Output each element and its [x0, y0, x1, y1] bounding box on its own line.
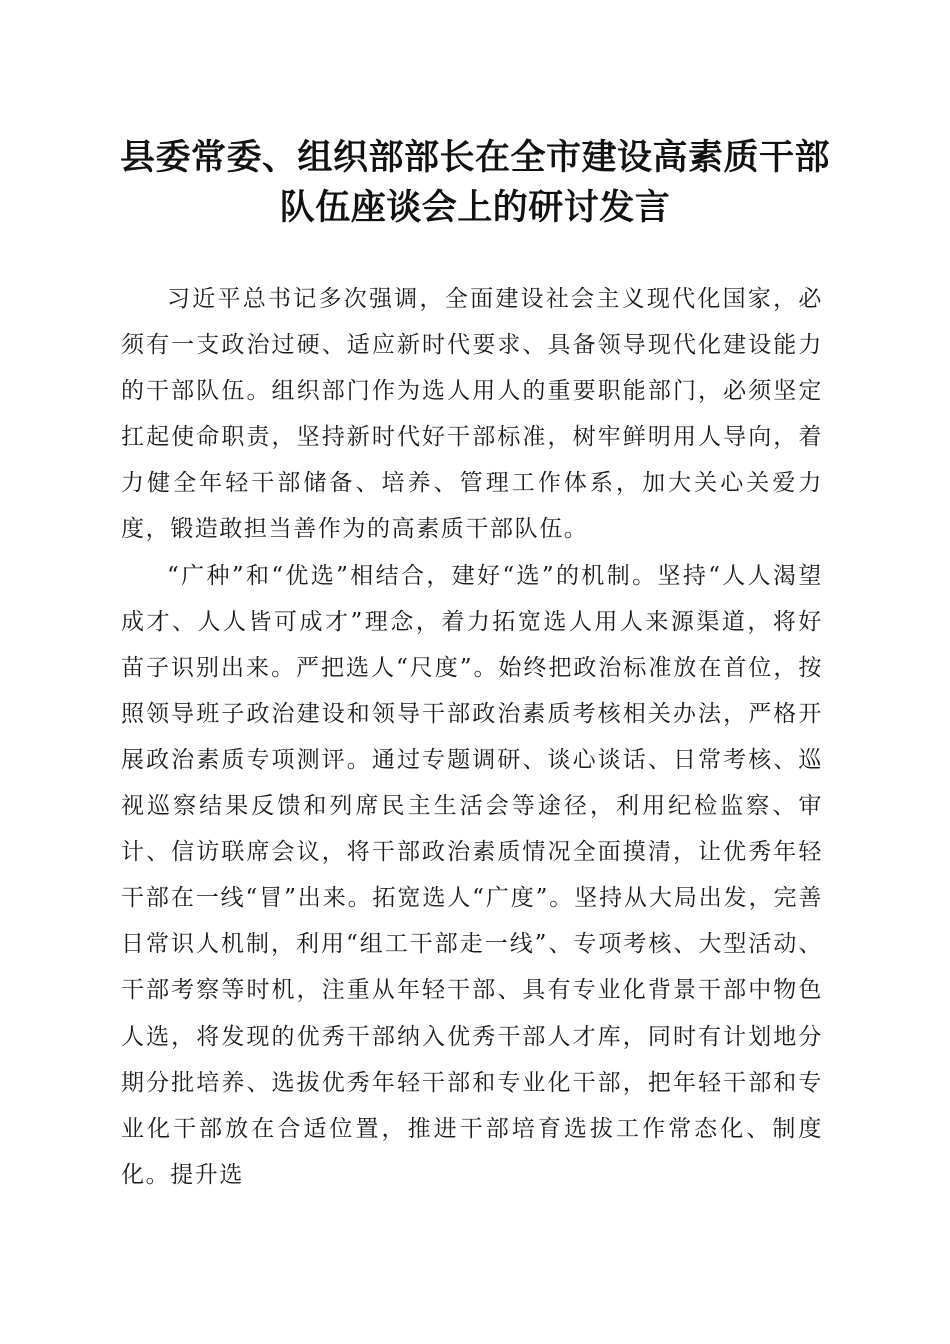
paragraph-selection-mechanism: “广种”和“优选”相结合，建好“选”的机制。坚持“人人渴望成才、人人皆可成才”理念，着力拓宽选人用人来源渠道，将好苗子识别出来。严把选人“尺度”。始终把政治标准放在首位，按照领导班子政治建设和领导干部政治素质考核相关办法，严格开展政治素质专项测评。通过专题调研、谈心谈话、日常考核、巡视巡察结果反馈和列席民主生活会等途径，利用纪检监察、审计、信访联席会议，将干部政治素质情况全面摸清，让优秀年轻干部在一线“冒”出来。拓宽选人“广度”。坚持从大局出发，完善日常识人机制，利用“组工干部走一线”、专项考核、大型活动、干部考察等时机，注重从年轻干部、具有专业化背景干部中物色人选，将发现的优秀干部纳入优秀干部人才库，同时有计划地分期分批培养、选拔优秀年轻干部和专业化干部，把年轻干部和专业化干部放在合适位置，推进干部培育选拔工作常态化、制度化。提升选	[121, 562, 823, 1188]
paragraph-intro: 习近平总书记多次强调，全面建设社会主义现代化国家，必须有一支政治过硬、适应新时代要求、具备领导现代化建设能力的干部队伍。组织部门作为选人用人的重要职能部门，必须坚定扛起使命职责，坚持新时代好干部标准，树牢鲜明用人导向，着力健全年轻干部储备、培养、管理工作体系，加大关心关爱力度，锻造敢担当善作为的高素质干部队伍。	[121, 286, 823, 543]
document-title	[110, 133, 840, 233]
title-line-1: 县委常委、组织部部长在全市建设高素质干部	[119, 137, 830, 178]
title-line-2: 队伍座谈会上的研讨发言	[279, 187, 671, 228]
document-body	[121, 276, 823, 1198]
